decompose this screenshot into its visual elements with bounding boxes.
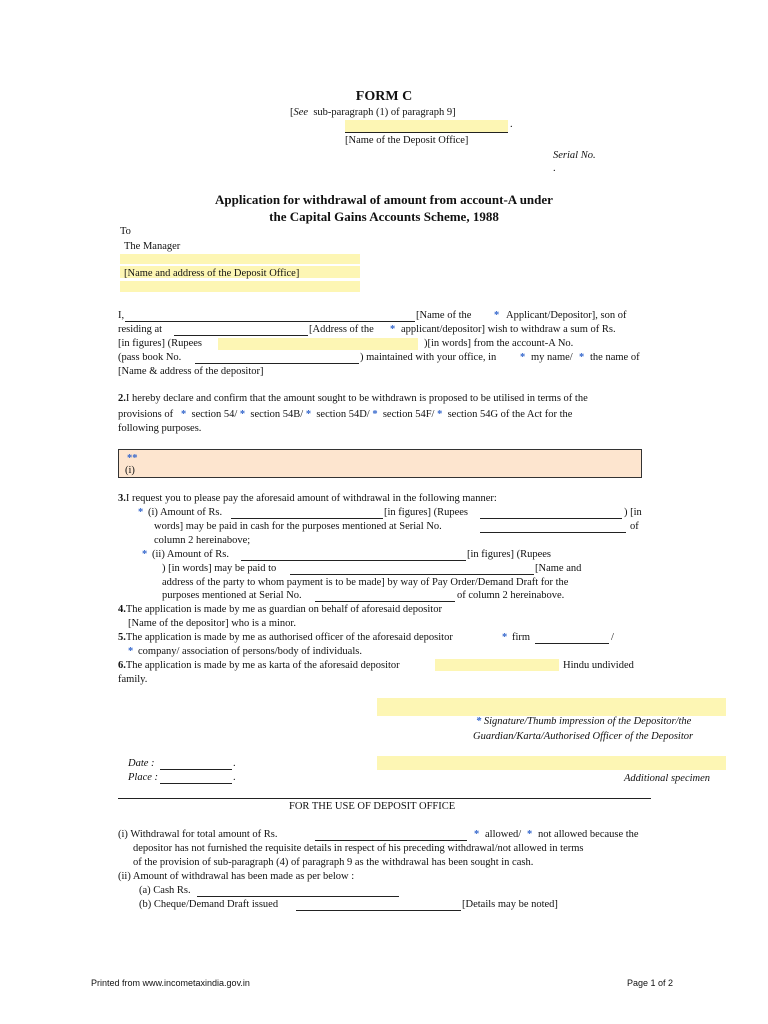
star-icon: * [142, 549, 148, 560]
cheque-label: (b) Cheque/Demand Draft issued [139, 899, 279, 910]
in-label: ) [in [624, 507, 642, 518]
serial-label: Serial No. [553, 150, 596, 161]
star-icon: * [494, 310, 500, 321]
amount-i-label: (i) Amount of Rs. [148, 507, 223, 518]
signature-field[interactable] [377, 698, 726, 716]
my-name-label: my name/ [531, 352, 573, 363]
name-and-label: [Name and [535, 563, 582, 574]
pass-book-label: (pass book No. [118, 352, 182, 363]
office-line3: of the provision of sub-paragraph (4) of paragraph 9 as the withdrawal has been sought in cash. [133, 857, 534, 868]
amount-ii-label: (ii) Amount of Rs. [152, 549, 230, 560]
purposes-ii-label: purposes mentioned at Serial No. [162, 590, 302, 601]
serial-i-field[interactable] [480, 521, 626, 533]
allowed-label: allowed/ [485, 829, 522, 840]
details-label: [Details may be noted] [462, 899, 558, 910]
name-of-label: [Name of the [416, 310, 472, 321]
place-field[interactable] [160, 772, 232, 784]
family-label: family. [118, 674, 148, 685]
para5-line1: 5.The application is made by me as authorised officer of the aforesaid depositor [118, 632, 453, 643]
of-label: of [630, 521, 639, 532]
para3-line1: 3.I request you to please pay the aforesaid amount of withdrawal in the following manner: [118, 493, 497, 504]
hindu-label: Hindu undivided [563, 660, 634, 671]
star-icon: * [502, 632, 508, 643]
page-number: Page 1 of 2 [627, 978, 674, 988]
office-amount-field[interactable] [315, 829, 467, 841]
para1-i: I, [118, 310, 125, 321]
pass-book-field[interactable] [195, 352, 359, 364]
huf-field[interactable] [435, 659, 559, 671]
amount-ii-field[interactable] [241, 549, 466, 561]
amount-i-field[interactable] [231, 507, 383, 519]
para2-line1: 2.I hereby declare and confirm that the amount sought to be withdrawn is proposed to be utilised in terms of the [118, 393, 588, 404]
rupees-words-field[interactable] [218, 338, 418, 350]
column-ii-label: of column 2 hereinabove. [457, 590, 565, 601]
firm-label: firm [512, 632, 531, 643]
para4-line2: [Name of the depositor] who is a minor. [128, 618, 296, 629]
applicant-name-field[interactable] [125, 310, 415, 322]
in-words-label: )[in words] from the account-A No. [424, 338, 574, 349]
para4-line1: 4.The application is made by me as guardian on behalf of aforesaid depositor [118, 604, 442, 615]
words-ii-label: ) [in words] may be paid to [162, 563, 277, 574]
depositor-address-label: [Name & address of the depositor] [118, 366, 264, 377]
star-icon: * [520, 352, 526, 363]
column-i-label: column 2 hereinabove; [154, 535, 251, 546]
star-icon: * [138, 507, 144, 518]
slash: / [611, 632, 614, 643]
purpose-item-i: (i) [125, 465, 135, 476]
star-icon: * [527, 829, 533, 840]
place-label: Place : [128, 772, 159, 783]
divider [118, 798, 651, 799]
dot: . [510, 119, 513, 130]
applicant-label: Applicant/Depositor], son of [506, 310, 627, 321]
address-ii-label: address of the party to whom payment is to be made] by way of Pay Order/Demand Draft for the [162, 577, 569, 588]
office-ii-label: (ii) Amount of withdrawal has been made as per below : [118, 871, 355, 882]
address-label: [Address of the [309, 324, 374, 335]
residing-field[interactable] [174, 324, 308, 336]
in-figures-label: [in figures] (Rupees [118, 338, 202, 349]
title-line2: the Capital Gains Accounts Scheme, 1988 [269, 209, 499, 224]
office-heading: FOR THE USE OF DEPOSIT OFFICE [289, 801, 456, 812]
star-icon: * [579, 352, 585, 363]
purposes-box[interactable] [118, 449, 642, 478]
not-allowed-label: not allowed because the [538, 829, 639, 840]
para2-line3: following purposes. [118, 423, 202, 434]
deposit-address-label: [Name and address of the Deposit Office] [124, 268, 300, 279]
dot: . [233, 772, 236, 783]
withdraw-label: applicant/depositor] wish to withdraw a sum of Rs. [401, 324, 616, 335]
para2-provisions: provisions of * section 54/ * section 54B/ * section 54D/ * section 54F/ * section 54G of the Act for the [118, 409, 573, 420]
firm-field[interactable] [535, 632, 609, 644]
residing-label: residing at [118, 324, 163, 335]
to-label: To [120, 226, 131, 237]
words-i-label: words] may be paid in cash for the purposes mentioned at Serial No. [154, 521, 442, 532]
deposit-office-label: [Name of the Deposit Office] [345, 135, 469, 146]
maintained-label: ) maintained with your office, in [360, 352, 497, 363]
serial-ii-field[interactable] [315, 590, 455, 602]
para5-line2: company/ association of persons/body of individuals. [138, 646, 362, 657]
serial-field[interactable]: . [553, 163, 556, 174]
deposit-address-field-1[interactable] [120, 254, 360, 264]
date-label: Date : [128, 758, 155, 769]
payee-field[interactable] [290, 563, 534, 575]
signature-line1: * Signature/Thumb impression of the Depositor/the [476, 716, 692, 727]
cheque-field[interactable] [296, 899, 461, 911]
form-title: FORM C [355, 89, 413, 104]
cash-label: (a) Cash Rs. [139, 885, 191, 896]
signature-line2: Guardian/Karta/Authorised Officer of the Depositor [473, 731, 694, 742]
double-star-icon: ** [127, 453, 138, 464]
additional-specimen-label: Additional specimen [624, 773, 711, 784]
rupees-i-field[interactable] [480, 507, 622, 519]
dot: . [233, 758, 236, 769]
manager-label: The Manager [124, 241, 181, 252]
figures-ii-label: [in figures] (Rupees [467, 549, 551, 560]
figures-i-label: [in figures] (Rupees [384, 507, 468, 518]
star-icon: * [474, 829, 480, 840]
name-of-label: the name of [590, 352, 640, 363]
deposit-address-field-3[interactable] [120, 281, 360, 292]
star-icon: * [390, 324, 396, 335]
office-line2: depositor has not furnished the requisite details in respect of his preceding withdrawal/not allowed in terms [133, 843, 584, 854]
cash-field[interactable] [197, 885, 399, 897]
specimen-field[interactable] [377, 756, 726, 770]
title-line1: Application for withdrawal of amount from account-A under [215, 192, 553, 207]
date-field[interactable] [160, 758, 232, 770]
see-reference: [See sub-paragraph (1) of paragraph 9] [290, 107, 456, 118]
footer-printed: Printed from www.incometaxindia.gov.in [91, 978, 250, 988]
office-withdrawal-label: (i) Withdrawal for total amount of Rs. [118, 829, 278, 840]
para6-line1: 6.The application is made by me as karta of the aforesaid depositor [118, 660, 400, 671]
star-icon: * [128, 646, 134, 657]
